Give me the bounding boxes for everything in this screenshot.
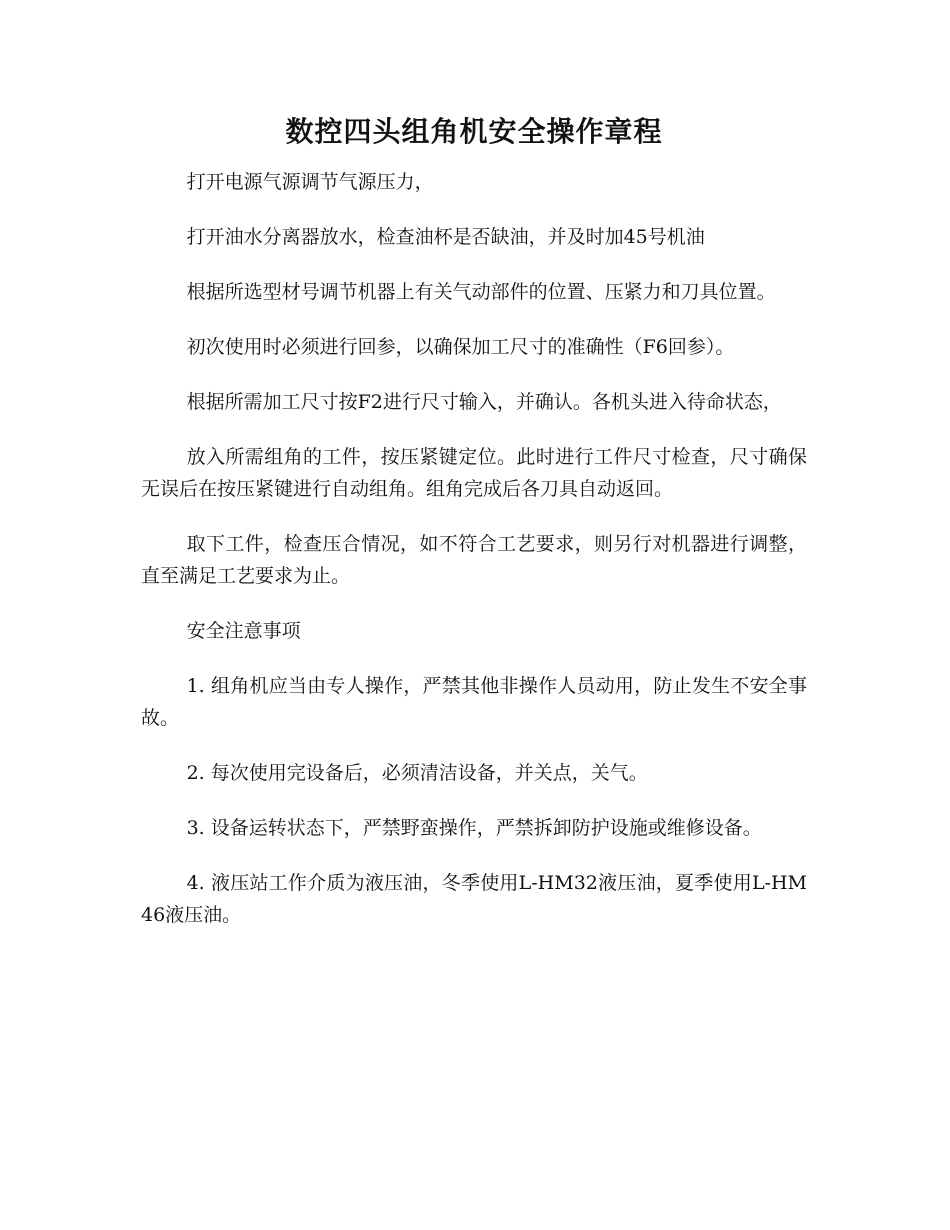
paragraph-oil-water-separator: 打开油水分离器放水，检查油杯是否缺油，并及时加45号机油 [186,226,705,248]
paragraph-place-workpiece: 放入所需组角的工件，按压紧键定位。此时进行工件尺寸检查，尺寸确保无误后在按压紧键进行自动组角。组角完成后各刀具自动返回。 [141,446,807,500]
safety-item-3: 3. 设备运转状态下，严禁野蛮操作，严禁拆卸防护设施或维修设备。 [186,817,762,839]
paragraph-power-air: 打开电源气源调节气源压力， [186,171,434,193]
document-title: 数控四头组角机安全操作章程 [285,115,663,148]
document-body [141,112,807,954]
safety-item-2: 2. 每次使用完设备后，必须清洁设备，并关点，关气。 [186,762,648,784]
section-heading-safety: 安全注意事项 [186,620,301,642]
paragraph-homing: 初次使用时必须进行回参，以确保加工尺寸的准确性（F6回参）。 [186,336,735,358]
paragraph-remove-workpiece: 取下工件，检查压合情况，如不符合工艺要求，则另行对机器进行调整，直至满足工艺要求为止。 [141,533,807,587]
safety-item-4: 4. 液压站工作介质为液压油，冬季使用L-HM32液压油，夏季使用L-HM46液压油。 [141,872,807,926]
paragraph-adjust-profile: 根据所选型材号调节机器上有关气动部件的位置、压紧力和刀具位置。 [186,281,776,303]
safety-item-1: 1. 组角机应当由专人操作，严禁其他非操作人员动用，防止发生不安全事故。 [141,675,807,729]
paragraph-size-input: 根据所需加工尺寸按F2进行尺寸输入，并确认。各机头进入待命状态， [186,391,782,413]
